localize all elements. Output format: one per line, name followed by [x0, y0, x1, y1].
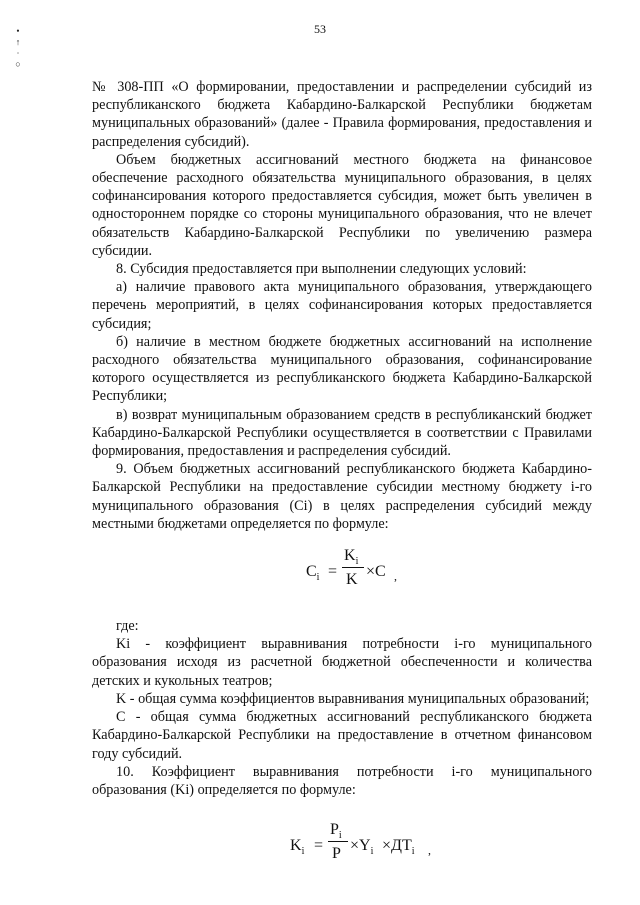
- formula-symbol: ×ДТ: [382, 837, 412, 855]
- formula-ki: [92, 799, 592, 889]
- formula-symbol: ×Y: [350, 837, 371, 855]
- paragraph: 8. Субсидия предоставляется при выполнении следующих условий:: [116, 261, 527, 278]
- paragraph: № 308-ПП «О формировании, предоставлении и распределении субсидий из республиканского бюджета Кабардино-Балкарской Республики бюджетам муниципальных образований» (далее - Правила формирования, предоставления и распределения субсидий).: [92, 79, 592, 150]
- fraction-bar: [328, 841, 348, 842]
- document-body: [92, 78, 592, 889]
- formula-symbol: ,: [428, 843, 431, 858]
- formula-symbol: P: [330, 821, 339, 839]
- formula-symbol: K: [344, 547, 356, 565]
- margin-mark: ↑: [15, 37, 21, 47]
- formula-symbol: ,: [394, 569, 397, 584]
- formula-symbol: K: [346, 571, 358, 589]
- fraction-bar: [342, 567, 364, 568]
- formula-ci: [92, 533, 592, 607]
- formula-symbol: =: [328, 563, 338, 581]
- formula-subscript: i: [370, 846, 374, 858]
- page-number: 53: [314, 22, 326, 36]
- formula-symbol: K: [290, 837, 302, 855]
- paragraph: б) наличие в местном бюджете бюджетных ассигнований на исполнение расходного обязательства муниципального образования, софинансирование которого осуществляется из республиканского бюджета Кабардино-Балкарской Республики;: [92, 333, 592, 405]
- paragraph: 9. Объем бюджетных ассигнований республиканского бюджета Кабардино-Балкарской Республики на предоставление субсидии местному бюджету i-го муниципального образования (Ci) в целях распределения субсидий между местными бюджетами определяется по формуле:: [92, 461, 592, 532]
- formula-subscript: i: [338, 830, 342, 842]
- paragraph: Объем бюджетных ассигнований местного бюджета на финансовое обеспечение расходного обязательства муниципального образования, в целях софинансирования которого предоставляется субсидия, может быть увеличен в одностороннем порядке со стороны муниципального образования, что не влечет обязательств Кабардино-Балкарской Республики по увеличению размера субсидии.: [92, 151, 592, 259]
- formula-subscript: i: [301, 846, 305, 858]
- formula-subscript: i: [355, 556, 359, 568]
- formula-symbol: ×C: [366, 563, 386, 581]
- margin-marks: [14, 26, 22, 70]
- formula-symbol: C: [306, 563, 317, 581]
- paragraph: а) наличие правового акта муниципального образования, утверждающего перечень мероприятий, в целях софинансирования которых предоставляется субсидия;: [92, 279, 592, 332]
- formula-subscript: i: [411, 846, 415, 858]
- margin-mark: ∙: [16, 48, 20, 58]
- formula-subscript: i: [316, 572, 320, 584]
- paragraph: C - общая сумма бюджетных ассигнований республиканского бюджета Кабардино-Балкарской Республики на предоставление в отчетном финансовом году субсидий.: [92, 709, 592, 762]
- formula-symbol: =: [314, 837, 324, 855]
- paragraph: Ki - коэффициент выравнивания потребности i-го муниципального образования исходя из расчетной бюджетной обеспеченности и количества детских и кукольных театров;: [92, 636, 592, 689]
- margin-mark: ○: [15, 59, 21, 69]
- paragraph: 10. Коэффициент выравнивания потребности i-го муниципального образования (Ki) определяется по формуле:: [92, 763, 592, 798]
- paragraph: где:: [116, 618, 139, 635]
- formula-symbol: P: [332, 845, 341, 863]
- margin-mark: •: [16, 26, 20, 36]
- paragraph: в) возврат муниципальным образованием средств в республиканский бюджет Кабардино-Балкарской Республики осуществляется в соответствии с Правилами формирования, предоставления и распределения субсидий.: [92, 406, 592, 460]
- paragraph: K - общая сумма коэффициентов выравнивания муниципальных образований;: [116, 690, 590, 707]
